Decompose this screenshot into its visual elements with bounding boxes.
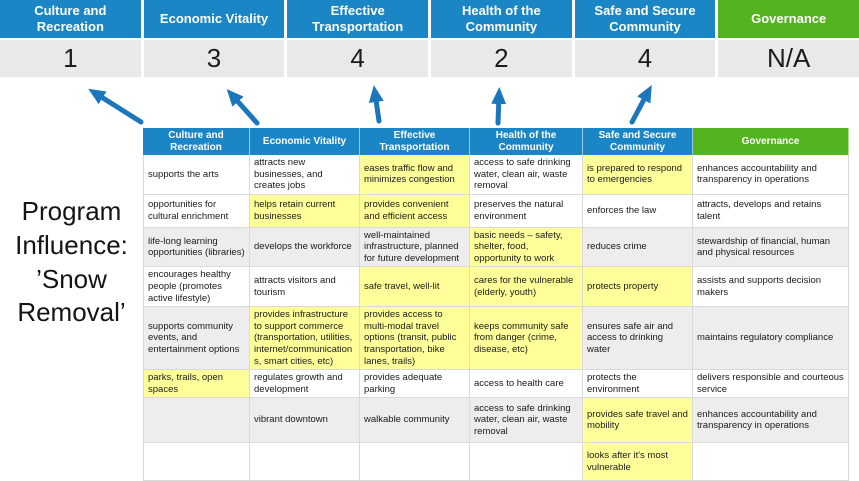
matrix-cell: is prepared to respond to emergencies [583,155,693,195]
matrix-cell: supports the arts [143,155,250,195]
matrix-cell: access to safe drinking water, clean air, waste removal [470,398,583,443]
matrix-cell: stewardship of financial, human and physical resources [693,228,849,268]
category-header: Effective Transportation [287,0,428,38]
matrix-cell: enforces the law [583,195,693,228]
up-arrow-icon [375,93,379,121]
category-score: 3 [144,40,285,77]
matrix-cell: safe travel, well-lit [360,267,470,307]
matrix-cell: assists and supports decision makers [693,267,849,307]
matrix-cell: provides convenient and efficient access [360,195,470,228]
matrix-cell: life-long learning opportunities (libraries) [143,228,250,268]
matrix-cell: develops the workforce [250,228,360,268]
matrix-cell [470,443,583,481]
matrix-cell: protects the environment [583,370,693,398]
category-header: Culture and Recreation [0,0,141,38]
matrix-cell: eases traffic flow and minimizes congestion [360,155,470,195]
category-score: 2 [431,40,572,77]
matrix-cell: attracts new businesses, and creates jobs [250,155,360,195]
matrix-cell: preserves the natural environment [470,195,583,228]
matrix-cell: walkable community [360,398,470,443]
matrix-cell: parks, trails, open spaces [143,370,250,398]
matrix-column-header: Health of the Community [470,128,583,155]
matrix-cell [143,443,250,481]
matrix-cell: access to safe drinking water, clean air, waste removal [470,155,583,195]
matrix-cell: protects property [583,267,693,307]
matrix-cell [250,443,360,481]
matrix-cell: enhances accountability and transparency in operations [693,398,849,443]
priority-scoreboard [0,0,859,77]
matrix-cell: regulates growth and development [250,370,360,398]
up-arrow-icon [498,95,499,123]
matrix-cell [360,443,470,481]
matrix-cell: helps retain current businesses [250,195,360,228]
matrix-cell [143,398,250,443]
matrix-cell: basic needs – safety, shelter, food, opportunity to work [470,228,583,268]
category-header: Safe and Secure Community [575,0,716,38]
influence-arrows [0,76,859,132]
matrix-cell: provides adequate parking [360,370,470,398]
up-arrow-icon [232,95,257,123]
matrix-column-header: Culture and Recreation [143,128,250,155]
category-header: Economic Vitality [144,0,285,38]
category-score: 4 [287,40,428,77]
matrix-cell: access to health care [470,370,583,398]
matrix-cell: keeps community safe from danger (crime, disease, etc) [470,307,583,370]
up-arrow-icon [632,92,648,122]
matrix-cell: enhances accountability and transparency in operations [693,155,849,195]
matrix-column-header: Safe and Secure Community [583,128,693,155]
matrix-cell: supports community events, and entertainment options [143,307,250,370]
matrix-cell: maintains regulatory compliance [693,307,849,370]
matrix-cell: reduces crime [583,228,693,268]
matrix-cell: delivers responsible and courteous service [693,370,849,398]
matrix-column-header: Effective Transportation [360,128,470,155]
program-influence-title: Program Influence: ’Snow Removal’ [15,196,128,328]
category-score: 4 [575,40,716,77]
matrix-cell: cares for the vulnerable (elderly, youth) [470,267,583,307]
matrix-cell: vibrant downtown [250,398,360,443]
matrix-cell: attracts, develops and retains talent [693,195,849,228]
matrix-cell: provides access to multi-modal travel options (transit, public transportation, bike lanes, trails) [360,307,470,370]
category-score: N/A [718,40,859,77]
category-score: 1 [0,40,141,77]
category-header: Health of the Community [431,0,572,38]
priorities-matrix [143,128,849,481]
category-header: Governance [718,0,859,38]
up-arrow-icon [95,93,141,122]
matrix-cell: provides infrastructure to support commerce (transportation, utilities, internet/communications, smart cities, etc) [250,307,360,370]
matrix-cell: well-maintained infrastructure, planned for future development [360,228,470,268]
matrix-column-header: Economic Vitality [250,128,360,155]
matrix-cell: attracts visitors and tourism [250,267,360,307]
matrix-cell: looks after it's most vulnerable [583,443,693,481]
matrix-column-header: Governance [693,128,849,155]
matrix-cell: provides safe travel and mobility [583,398,693,443]
matrix-cell [693,443,849,481]
matrix-cell: encourages healthy people (promotes active lifestyle) [143,267,250,307]
matrix-cell: ensures safe air and access to drinking water [583,307,693,370]
matrix-cell: opportunities for cultural enrichment [143,195,250,228]
